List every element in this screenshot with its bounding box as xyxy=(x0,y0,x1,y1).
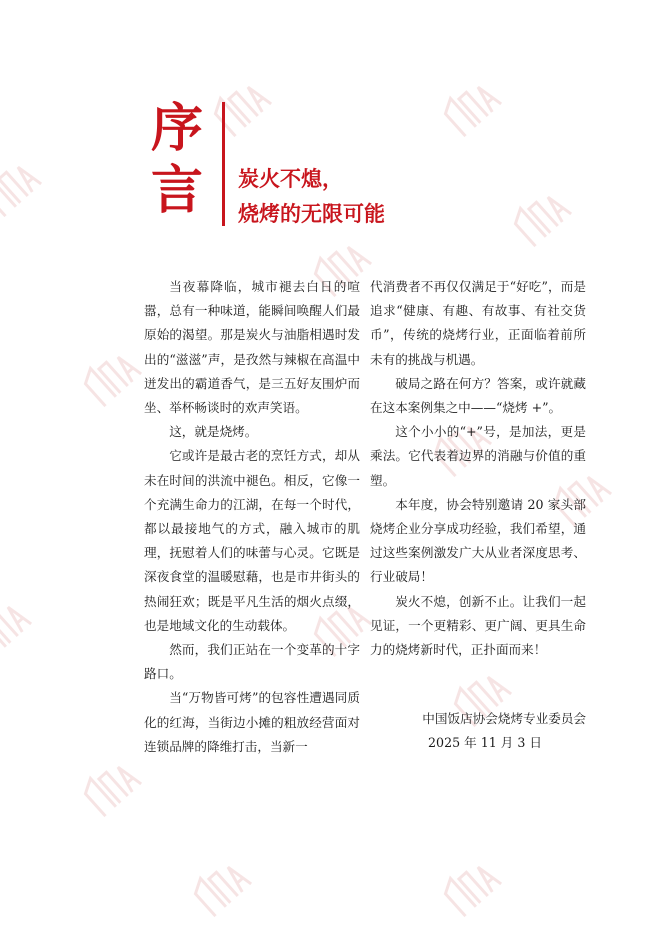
signature-organization: 中国饭店协会烧烤专业委员会 xyxy=(422,711,586,726)
title-divider xyxy=(222,102,225,226)
signature-date: 2025 年 11 月 3 日 xyxy=(428,735,542,750)
paragraph: 它或许是最古老的烹饪方式，却从未在时间的洪流中褪色。相反，它像一个充满生命力的江湖，在每一个时代，都以最接地气的方式，融入城市的肌理，抚慰着人们的味蕾与心灵。它既是深夜食堂的温暖慰藉，也是市井街头的热闹狂欢；既是平凡生活的烟火点缀，也是地域文化的生动载体。 xyxy=(144,448,360,633)
preface-title-char-1: 序 xyxy=(150,98,203,159)
paragraph: 当“万物皆可烤”的包容性遭遇同质化的红海，当街边小摊的粗放经营面对连锁品牌的降维打击，当新一 xyxy=(144,690,360,754)
watermark-logo xyxy=(0,71,138,229)
preface-title xyxy=(142,98,212,222)
paragraph: 破局之路在何方？答案，或许就藏在这本案例集之中——“烧烤 +”。 xyxy=(370,375,586,416)
paragraph: 然而，我们正站在一个变革的十字路口。 xyxy=(144,642,360,682)
watermark-logo xyxy=(182,771,348,929)
watermark-logo xyxy=(432,771,598,929)
watermark-logo xyxy=(0,511,128,669)
subtitle-line-1: 炭火不熄， xyxy=(238,167,343,191)
paragraph: 当夜幕降临，城市褪去白日的喧嚣，总有一种味道，能瞬间唤醒人们最原始的渴望。那是炭火与油脂相遇时发出的“滋滋”声，是孜然与辣椒在高温中迸发出的霸道香气，是三五好友围炉而坐、举杯畅谈时的欢声笑语。 xyxy=(144,279,360,416)
watermark-logo xyxy=(432,0,598,149)
paragraph: 炭火不熄，创新不止。让我们一起见证，一个更精彩、更广阔、更具生命力的烧烤新时代，正扑面而来！ xyxy=(370,593,586,658)
paragraph: 这，就是烧烤。 xyxy=(169,424,258,440)
paragraph: 这个小小的“+”号，是加法，更是乘法。它代表着边界的消融与价值的重塑。 xyxy=(370,424,586,488)
preface-title-char-2: 言 xyxy=(150,160,203,221)
signature-block xyxy=(370,707,586,755)
paragraph: 本年度，协会特别邀请 20 家头部烧烤企业分享成功经验，我们希望，通过这些案例激发广大从业者深度思考、行业破局！ xyxy=(370,496,586,585)
body-column-left xyxy=(144,275,360,759)
paragraph: 代消费者不再仅仅满足于“好吃”，而是追求“健康、有趣、有故事、有社交货币”，传统的烧烤行业，正面临着前所未有的挑战与机遇。 xyxy=(370,279,586,367)
watermark-logo xyxy=(202,0,368,149)
body-column-right xyxy=(370,275,586,662)
preface-subtitle xyxy=(238,162,458,232)
watermark-logo xyxy=(502,101,662,259)
subtitle-line-2: 烧烤的无限可能 xyxy=(238,202,385,226)
